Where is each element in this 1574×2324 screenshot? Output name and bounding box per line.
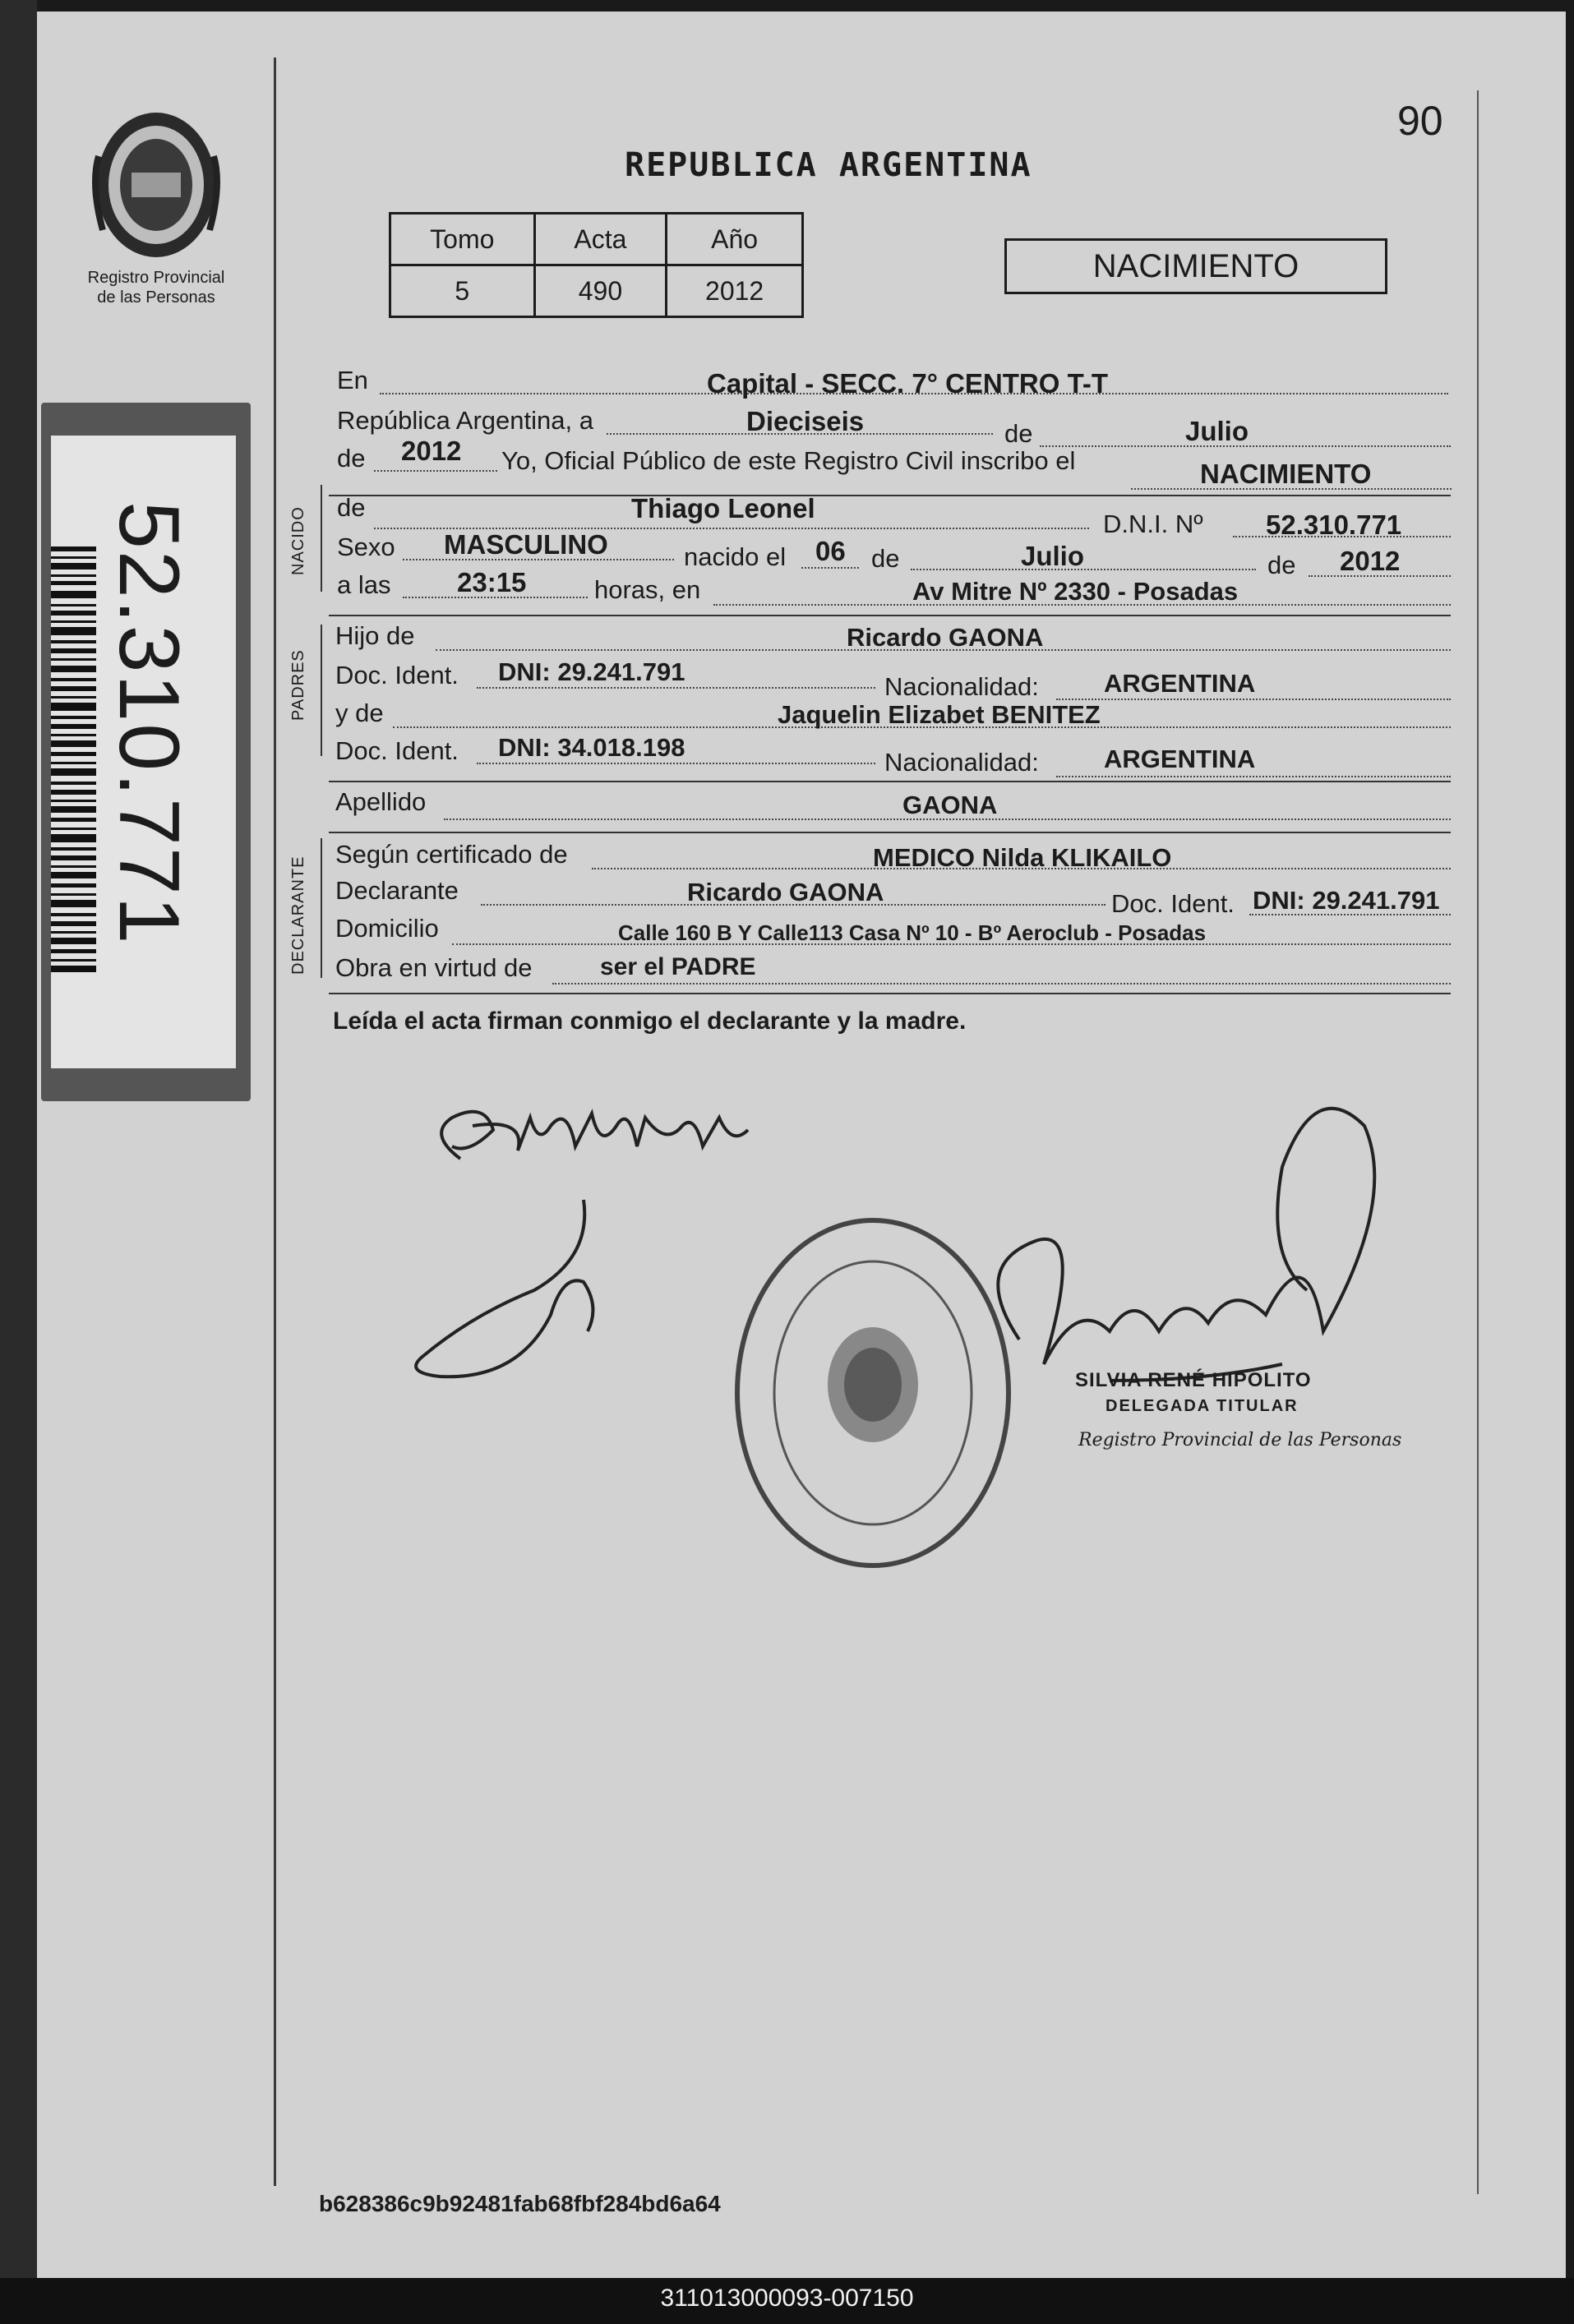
table-header-ano: Año <box>667 214 803 265</box>
separator-5 <box>329 993 1451 994</box>
barcode-icon <box>51 546 96 974</box>
section-label-nacido: NACIDO <box>289 506 307 575</box>
registry-name-line2: de las Personas <box>97 288 215 307</box>
mother-doc: DNI: 34.018.198 <box>498 733 685 762</box>
right-margin-line <box>1477 90 1479 2194</box>
year-line <box>374 470 497 472</box>
declarante-value: Ricardo GAONA <box>687 878 884 906</box>
record-table-header <box>390 214 803 265</box>
officer-office: Registro Provincial de las Personas <box>1078 1430 1402 1450</box>
sexo-label: Sexo <box>337 533 395 561</box>
birth-month: Julio <box>1021 541 1085 571</box>
de-label: de <box>1004 419 1033 448</box>
margin-line <box>274 58 276 2186</box>
birth-day: 06 <box>815 536 846 566</box>
de-birth-label: de <box>871 544 900 573</box>
father-docident-label: Doc. Ident. <box>335 661 459 689</box>
table-header-acta: Acta <box>534 214 667 265</box>
separator-2 <box>329 615 1451 616</box>
record-type-box: NACIMIENTO <box>1004 238 1387 294</box>
father-doc-line <box>477 687 875 689</box>
horas-label: horas, en <box>594 575 701 604</box>
table-cell-tomo: 5 <box>390 265 535 317</box>
yo-text: Yo, Oficial Público de este Registro Civil inscribo el <box>501 446 1076 475</box>
nacido-label: nacido el <box>684 542 787 571</box>
document-hash: b628386c9b92481fab68fbf284bd6a64 <box>319 2191 721 2216</box>
separator-4 <box>329 832 1451 833</box>
mother-name: Jaquelin Elizabet BENITEZ <box>778 700 1101 729</box>
mother-docident-label: Doc. Ident. <box>335 736 459 765</box>
father-name: Ricardo GAONA <box>847 623 1044 652</box>
declarante-label: Declarante <box>335 876 459 905</box>
father-doc: DNI: 29.241.791 <box>498 657 685 686</box>
place-value: Av Mitre Nº 2330 - Posadas <box>912 577 1239 606</box>
de-name-label: de <box>337 493 366 522</box>
mother-nat-label: Nacionalidad: <box>884 748 1039 777</box>
table-cell-ano: 2012 <box>667 265 803 317</box>
republica-label: República Argentina, a <box>337 406 593 435</box>
de-birthyear-label: de <box>1267 551 1296 579</box>
officer-name: SILVIA RENÉ HIPOLITO <box>1075 1369 1312 1391</box>
de-year-label: de <box>337 444 366 473</box>
province-seal-icon <box>82 107 230 271</box>
section-label-padres: PADRES <box>289 649 307 721</box>
footer-id: 311013000093-007150 <box>660 2285 914 2312</box>
officer-title: DELEGADA TITULAR <box>1105 1397 1299 1415</box>
section-bracket-padres <box>321 625 322 756</box>
section-bracket-nacido <box>321 485 322 592</box>
obra-value: ser el PADRE <box>600 953 756 980</box>
signatures-area <box>395 1068 1414 1594</box>
month-value: Julio <box>1185 416 1249 446</box>
inscribo-value: NACIMIENTO <box>1200 459 1372 489</box>
birth-year: 2012 <box>1340 546 1401 576</box>
signature-mother-icon <box>416 1200 593 1376</box>
time-value: 23:15 <box>457 567 527 597</box>
hijo-label: Hijo de <box>335 621 415 650</box>
obra-line <box>552 983 1451 984</box>
separator-3 <box>329 781 1451 782</box>
father-nationality: ARGENTINA <box>1104 669 1256 698</box>
binding-edge <box>0 0 37 2285</box>
table-header-tomo: Tomo <box>390 214 535 265</box>
apellido-value: GAONA <box>902 791 998 819</box>
dni-value: 52.310.771 <box>1266 510 1402 540</box>
official-stamp-icon <box>737 1220 1009 1565</box>
signature-declarant-icon <box>441 1112 748 1159</box>
alas-label: a las <box>337 570 391 599</box>
mother-nationality: ARGENTINA <box>1104 745 1256 773</box>
year-value: 2012 <box>401 436 462 466</box>
section-label-declarante: DECLARANTE <box>289 855 307 975</box>
day-value: Dieciseis <box>746 406 865 436</box>
mother-doc-line <box>477 763 875 764</box>
record-table-row <box>390 265 803 317</box>
segun-value: MEDICO Nilda KLIKAILO <box>873 843 1172 872</box>
page-title: REPUBLICA ARGENTINA <box>625 146 1032 184</box>
record-table <box>389 212 804 318</box>
section-bracket-declarante <box>321 838 322 978</box>
sexo-value: MASCULINO <box>444 529 608 560</box>
signature-officer-icon <box>998 1109 1374 1381</box>
en-label: En <box>337 366 368 394</box>
birth-day-line <box>801 567 859 569</box>
mother-nat-line <box>1056 776 1451 777</box>
father-nat-line <box>1056 699 1451 700</box>
segun-label: Según certificado de <box>335 840 568 869</box>
dni-label: D.N.I. Nº <box>1103 510 1203 538</box>
en-value: Capital - SECC. 7° CENTRO T-T <box>707 368 1109 399</box>
decl-docident-label: Doc. Ident. <box>1111 889 1235 918</box>
child-name: Thiago Leonel <box>631 493 815 523</box>
side-dni-label: 52.310.771 <box>101 501 196 946</box>
registry-name-line1: Registro Provincial <box>87 269 225 287</box>
yde-label: y de <box>335 699 384 727</box>
table-cell-acta: 490 <box>534 265 667 317</box>
closing-statement: Leída el acta firman conmigo el declarante y la madre. <box>333 1008 967 1035</box>
registry-name <box>66 268 247 307</box>
domicilio-label: Domicilio <box>335 914 439 943</box>
father-nat-label: Nacionalidad: <box>884 672 1039 701</box>
separator-1 <box>329 495 1451 496</box>
apellido-label: Apellido <box>335 787 427 816</box>
obra-label: Obra en virtud de <box>335 953 533 982</box>
page-number: 90 <box>1397 98 1443 144</box>
decl-doc: DNI: 29.241.791 <box>1253 886 1440 915</box>
domicilio-value: Calle 160 B Y Calle113 Casa Nº 10 - Bº Aeroclub - Posadas <box>618 920 1207 945</box>
